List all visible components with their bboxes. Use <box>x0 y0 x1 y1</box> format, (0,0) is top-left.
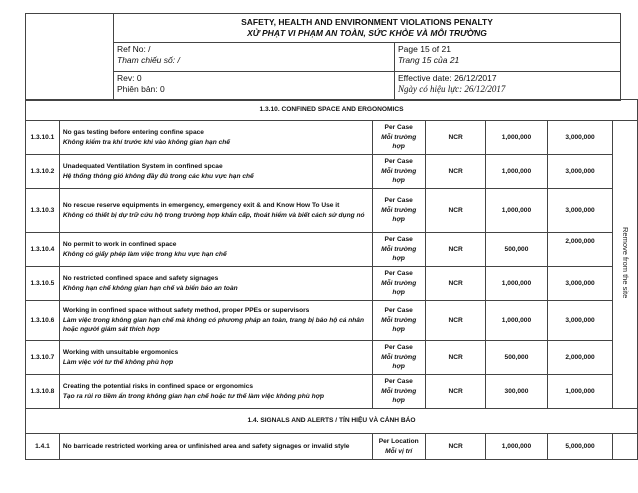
page-number-vi: Trang 15 của 21 <box>398 55 460 65</box>
row-second-penalty: 3,000,000 <box>547 155 613 189</box>
side-empty-cell <box>613 434 638 460</box>
row-first-penalty: 1,000,000 <box>486 121 547 155</box>
row-first-penalty: 300,000 <box>486 375 547 409</box>
row-type: NCR <box>425 341 486 375</box>
penalty-table <box>25 99 638 460</box>
document-title <box>114 14 621 43</box>
table-row <box>26 189 638 233</box>
side-note-cell <box>613 121 638 409</box>
basis-en: Per Case <box>384 344 413 352</box>
row-basis <box>372 341 425 375</box>
row-code: 1.3.10.6 <box>26 301 60 341</box>
basis-vi: Mỗi trường hợp <box>381 353 417 371</box>
basis-vi: Mỗi trường hợp <box>381 245 417 263</box>
basis-en: Per Case <box>384 124 413 132</box>
row-type: NCR <box>425 233 486 267</box>
row-code: 1.3.10.2 <box>26 155 60 189</box>
row-second-penalty: 3,000,000 <box>547 121 613 155</box>
table-row <box>26 375 638 409</box>
table-row <box>26 155 638 189</box>
page-cell <box>395 43 621 72</box>
basis-en: Per Case <box>384 378 413 386</box>
desc-en: Creating the potential risks in confined space or ergonomics <box>62 383 254 390</box>
desc-en: Working with unsuitable ergomonics <box>62 349 179 356</box>
row-basis <box>372 189 425 233</box>
row-type: NCR <box>425 189 486 233</box>
row-first-penalty: 1,000,000 <box>486 189 547 233</box>
row-description <box>59 267 372 301</box>
row-first-penalty: 1,000,000 <box>486 434 547 460</box>
basis-vi: Mỗi trường hợp <box>381 206 417 224</box>
title-vi: XỬ PHẠT VI PHẠM AN TOÀN, SỨC KHỎE VÀ MÔI TRƯỜNG <box>247 28 487 38</box>
row-type: NCR <box>425 375 486 409</box>
desc-vi: Làm việc trong không gian hạn chế mà không có phương pháp an toàn, trang bị bảo hộ cá nhân hoặc người giám sát thích hợp <box>62 316 365 334</box>
row-first-penalty: 500,000 <box>486 233 547 267</box>
row-basis <box>372 267 425 301</box>
desc-en: No restricted confined space and safety signages <box>62 275 219 282</box>
table-row <box>26 233 638 267</box>
row-first-penalty: 1,000,000 <box>486 301 547 341</box>
title-en: SAFETY, HEALTH AND ENVIRONMENT VIOLATIONS PENALTY <box>241 17 493 27</box>
basis-vi: Mỗi vị trí <box>385 447 413 455</box>
row-first-penalty: 500,000 <box>486 341 547 375</box>
row-second-penalty: 2,000,000 <box>547 233 613 267</box>
desc-en: No rescue reserve equipments in emergency, emergency exit & and Know How To Use it <box>62 202 340 209</box>
row-code: 1.3.10.1 <box>26 121 60 155</box>
row-description <box>59 155 372 189</box>
row-description <box>59 233 372 267</box>
row-first-penalty: 1,000,000 <box>486 267 547 301</box>
table-row <box>26 434 638 460</box>
basis-en: Per Case <box>384 236 413 244</box>
basis-vi: Mỗi trường hợp <box>381 167 417 185</box>
logo-cell <box>26 14 114 101</box>
row-description <box>59 301 372 341</box>
basis-vi: Mỗi trường hợp <box>381 387 417 405</box>
row-basis <box>372 434 425 460</box>
page-number: Page 15 of 21 <box>398 44 451 54</box>
row-basis <box>372 233 425 267</box>
desc-vi: Không có giấy phép làm việc trong khu vực hạn chế <box>62 250 227 258</box>
desc-vi: Không có thiết bị dự trữ cứu hộ trong trường hợp khẩn cấp, thoát hiểm và biết cách sử dụng nó <box>62 211 365 219</box>
table-row <box>26 267 638 301</box>
row-second-penalty: 3,000,000 <box>547 267 613 301</box>
table-row <box>26 301 638 341</box>
ref-no-vi: Tham chiếu số: / <box>117 55 180 65</box>
ref-cell <box>114 43 395 72</box>
row-code: 1.3.10.4 <box>26 233 60 267</box>
row-basis <box>372 121 425 155</box>
document-header <box>25 13 621 101</box>
row-code: 1.3.10.3 <box>26 189 60 233</box>
row-second-penalty: 3,000,000 <box>547 301 613 341</box>
row-description <box>59 121 372 155</box>
row-second-penalty: 3,000,000 <box>547 189 613 233</box>
row-code: 1.3.10.7 <box>26 341 60 375</box>
row-first-penalty: 1,000,000 <box>486 155 547 189</box>
basis-vi: Mỗi trường hợp <box>381 133 417 151</box>
row-description <box>59 341 372 375</box>
desc-vi: Tạo ra rủi ro tiềm ẩn trong không gian hạn chế hoặc tư thế làm việc không phù hợp <box>62 392 325 400</box>
table-row <box>26 121 638 155</box>
side-note: Remove from the site <box>620 227 630 299</box>
row-description <box>59 189 372 233</box>
ref-no: Ref No: / <box>117 44 151 54</box>
row-second-penalty: 5,000,000 <box>547 434 613 460</box>
row-second-penalty: 2,000,000 <box>547 341 613 375</box>
effective-date: Effective date: 26/12/2017 <box>398 73 497 83</box>
basis-en: Per Case <box>384 270 413 278</box>
basis-en: Per Case <box>384 307 413 315</box>
row-type: NCR <box>425 267 486 301</box>
effective-cell <box>395 72 621 101</box>
revision: Rev: 0 <box>117 73 142 83</box>
row-code: 1.3.10.5 <box>26 267 60 301</box>
basis-en: Per Location <box>378 438 419 445</box>
basis-en: Per Case <box>384 197 413 205</box>
basis-vi: Mỗi trường hợp <box>381 316 417 334</box>
desc-en: Unadequated Ventilation System in confined spcae <box>62 163 223 170</box>
basis-en: Per Case <box>384 158 413 166</box>
desc-en: No permit to work in confined space <box>62 241 177 248</box>
row-description <box>59 434 372 460</box>
section-heading: 1.3.10. CONFINED SPACE AND ERGONOMICS <box>26 100 638 121</box>
row-basis <box>372 375 425 409</box>
desc-en: No barricade restricted working area or unfinished area and safety signages or invalid style <box>62 442 350 450</box>
desc-vi: Hệ thống thông gió không đầy đủ trong các khu vực hạn chế <box>62 172 254 180</box>
row-code: 1.4.1 <box>26 434 60 460</box>
desc-vi: Không hạn chế không gian hạn chế và biển báo an toàn <box>62 284 238 292</box>
row-second-penalty: 1,000,000 <box>547 375 613 409</box>
row-type: NCR <box>425 155 486 189</box>
row-type: NCR <box>425 434 486 460</box>
row-basis <box>372 155 425 189</box>
rev-cell <box>114 72 395 101</box>
row-type: NCR <box>425 301 486 341</box>
row-code: 1.3.10.8 <box>26 375 60 409</box>
desc-vi: Không kiểm tra khí trước khi vào không gian hạn chế <box>62 138 230 146</box>
effective-date-vi: Ngày có hiệu lực: 26/12/2017 <box>398 84 506 94</box>
desc-en: No gas testing before entering confine space <box>62 129 204 136</box>
desc-en: Working in confined space without safety method, proper PPEs or supervisors <box>62 307 310 315</box>
section-heading-signals: 1.4. SIGNALS AND ALERTS / TÍN HIỆU VÀ CẢNH BÁO <box>26 409 638 434</box>
row-basis <box>372 301 425 341</box>
row-type: NCR <box>425 121 486 155</box>
desc-vi: Làm việc với tư thế không phù hợp <box>62 358 174 366</box>
table-row <box>26 341 638 375</box>
basis-vi: Mỗi trường hợp <box>381 279 417 297</box>
revision-vi: Phiên bản: 0 <box>117 84 165 94</box>
row-description <box>59 375 372 409</box>
